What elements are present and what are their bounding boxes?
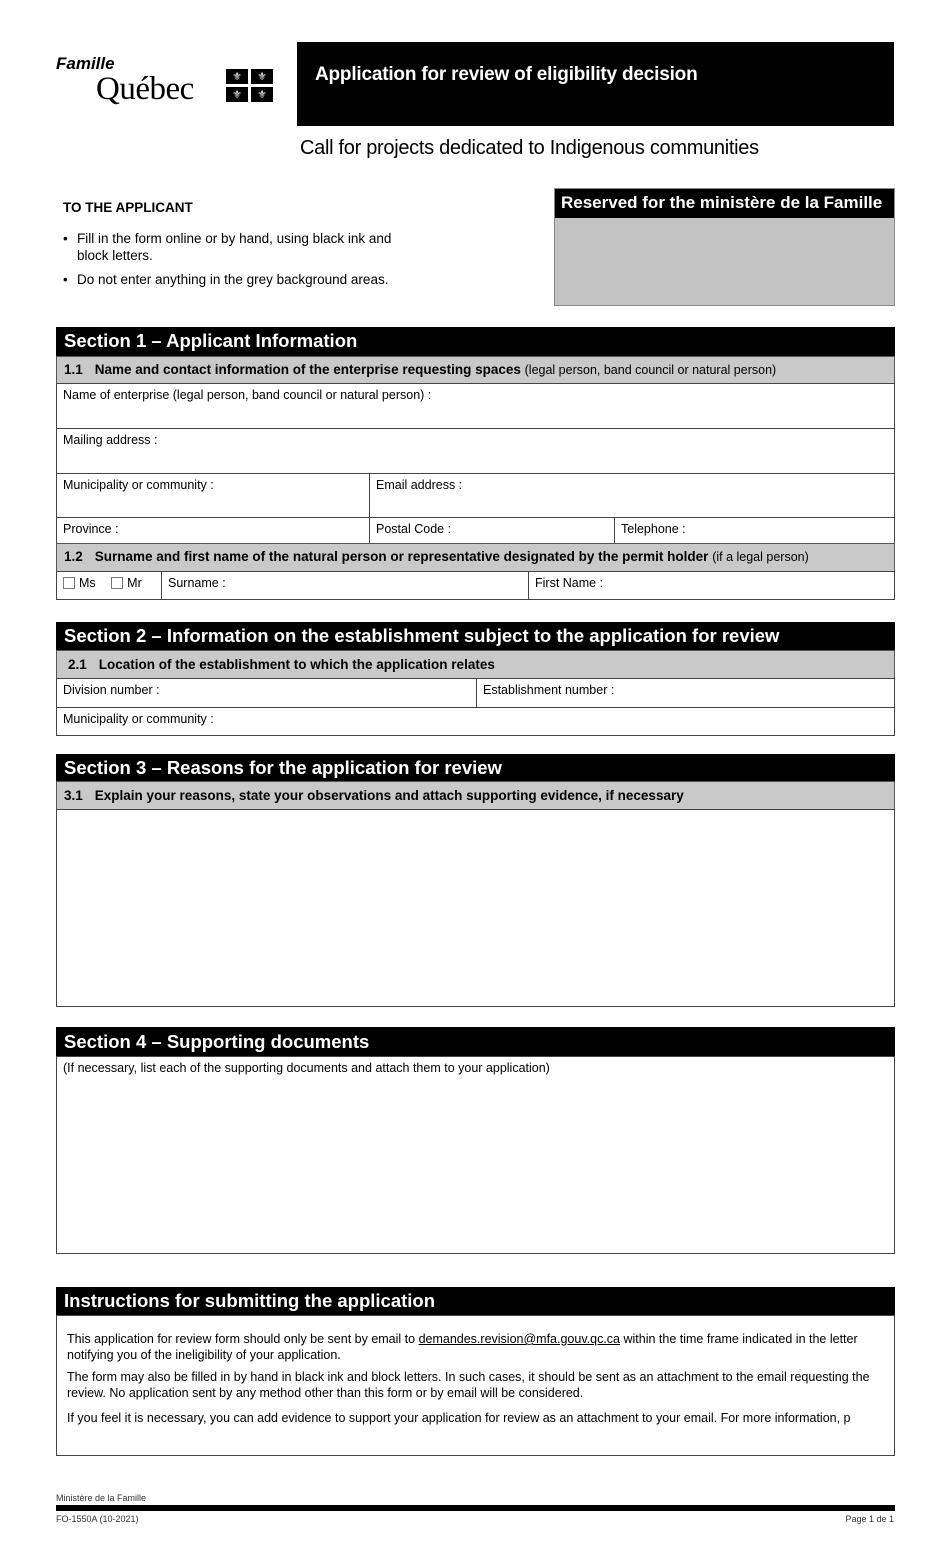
postal-code-field[interactable] — [369, 517, 615, 544]
field-label: Province : — [63, 522, 119, 536]
salutation-group — [56, 571, 162, 600]
field-label: Postal Code : — [376, 522, 452, 536]
section4-header: Section 4 – Supporting documents — [56, 1027, 895, 1057]
field-label: Name of enterprise (legal person, band council or natural person) : — [63, 388, 432, 402]
reasons-textarea[interactable] — [56, 809, 895, 1007]
subsection-title: Location of the establishment to which the application relates — [98, 657, 495, 672]
field-label: Municipality or community : — [63, 712, 214, 726]
telephone-field[interactable] — [614, 517, 895, 544]
fleur-de-lis-icon: ⚜ — [251, 69, 273, 84]
surname-field[interactable] — [161, 571, 529, 600]
instructions-paragraph-3: If you feel it is necessary, you can add evidence to support your application for review as an attachment to your email. For more information, p — [67, 1411, 851, 1425]
section1-header: Section 1 – Applicant Information — [56, 327, 895, 356]
subsection-note: (legal person, band council or natural person) — [524, 363, 777, 377]
field-label: Division number : — [63, 683, 160, 697]
section3-1-header — [56, 781, 895, 810]
footer-ministry: Ministère de la Famille — [56, 1493, 147, 1503]
field-label: Email address : — [376, 478, 463, 492]
subsection-note: (if a legal person) — [712, 550, 809, 564]
establishment-number-field[interactable] — [476, 678, 895, 708]
establishment-municipality-field[interactable] — [56, 707, 895, 736]
list-item: • Fill in the form online or by hand, using black ink and block letters. — [63, 230, 423, 264]
instructions-text: within the time frame indicated in the letter notifying you of the ineligibility of your application. — [67, 1332, 858, 1362]
fleur-de-lis-icon: ⚜ — [251, 87, 273, 102]
footer-page-number: Page 1 de 1 — [845, 1514, 894, 1524]
title-banner — [297, 42, 894, 126]
field-label: Municipality or community : — [63, 478, 214, 492]
reserved-heading: Reserved for the ministère de la Famille — [555, 189, 894, 218]
subsection-title: Name and contact information of the enterprise requesting spaces — [94, 362, 521, 377]
ms-checkbox[interactable] — [63, 577, 75, 589]
mr-checkbox[interactable] — [111, 577, 123, 589]
subsection-number: 3.1 — [64, 788, 83, 803]
instructions-paragraph-1 — [67, 1331, 887, 1363]
field-label: Surname : — [168, 576, 226, 590]
ms-label: Ms — [79, 576, 96, 590]
list-item: • Do not enter anything in the grey background areas. — [63, 271, 423, 288]
section2-1-header — [56, 650, 895, 679]
section1-1-header — [56, 356, 895, 384]
division-number-field[interactable] — [56, 678, 477, 708]
field-label: Mailing address : — [63, 433, 158, 447]
page-title: Application for review of eligibility decision — [315, 64, 698, 85]
section2-header: Section 2 – Information on the establishment subject to the application for review — [56, 622, 895, 651]
section3-header: Section 3 – Reasons for the application for review — [56, 754, 895, 782]
applicant-note-list — [63, 230, 423, 295]
first-name-field[interactable] — [528, 571, 895, 600]
email-field[interactable] — [369, 473, 895, 518]
enterprise-name-field[interactable] — [56, 383, 895, 429]
municipality-field[interactable] — [56, 473, 370, 518]
instructions-header: Instructions for submitting the application — [56, 1287, 895, 1316]
fleur-de-lis-icon: ⚜ — [226, 69, 248, 84]
supporting-documents-textarea[interactable] — [56, 1056, 895, 1254]
field-note: (If necessary, list each of the supporting documents and attach them to your application) — [63, 1061, 550, 1075]
instructions-paragraph-2: The form may also be filled in by hand in black ink and block letters. In such cases, it should be sent as an attachment to the email requesting the review. No application sent by any method other than this form or by email will be considered. — [67, 1370, 870, 1400]
subsection-number: 2.1 — [68, 657, 87, 672]
field-label: First Name : — [535, 576, 604, 590]
footer-form-code: FO-1550A (10-2021) — [56, 1514, 139, 1524]
quebec-flag-icon — [226, 69, 273, 102]
subsection-title: Explain your reasons, state your observations and attach supporting evidence, if necessary — [94, 788, 684, 803]
logo-quebec-text: Québec — [96, 71, 194, 107]
mr-label: Mr — [127, 576, 142, 590]
instructions-text: This application for review form should only be sent by email to — [67, 1332, 419, 1346]
logo-famille-text: Famille — [56, 54, 115, 73]
field-label: Telephone : — [621, 522, 686, 536]
page-subtitle: Call for projects dedicated to Indigenous communities — [300, 137, 759, 159]
field-label: Establishment number : — [483, 683, 615, 697]
mailing-address-field[interactable] — [56, 428, 895, 474]
review-email-link[interactable]: demandes.revision@mfa.gouv.qc.ca — [418, 1332, 621, 1346]
province-field[interactable] — [56, 517, 370, 544]
reserved-area — [554, 188, 895, 306]
subsection-number: 1.1 — [64, 362, 83, 377]
footer-divider — [56, 1505, 895, 1511]
subsection-title: Surname and first name of the natural person or representative designated by the permit holder — [94, 549, 709, 564]
applicant-note-heading: TO THE APPLICANT — [63, 200, 193, 215]
section1-2-header — [56, 543, 895, 572]
fleur-de-lis-icon: ⚜ — [226, 87, 248, 102]
subsection-number: 1.2 — [64, 549, 83, 564]
